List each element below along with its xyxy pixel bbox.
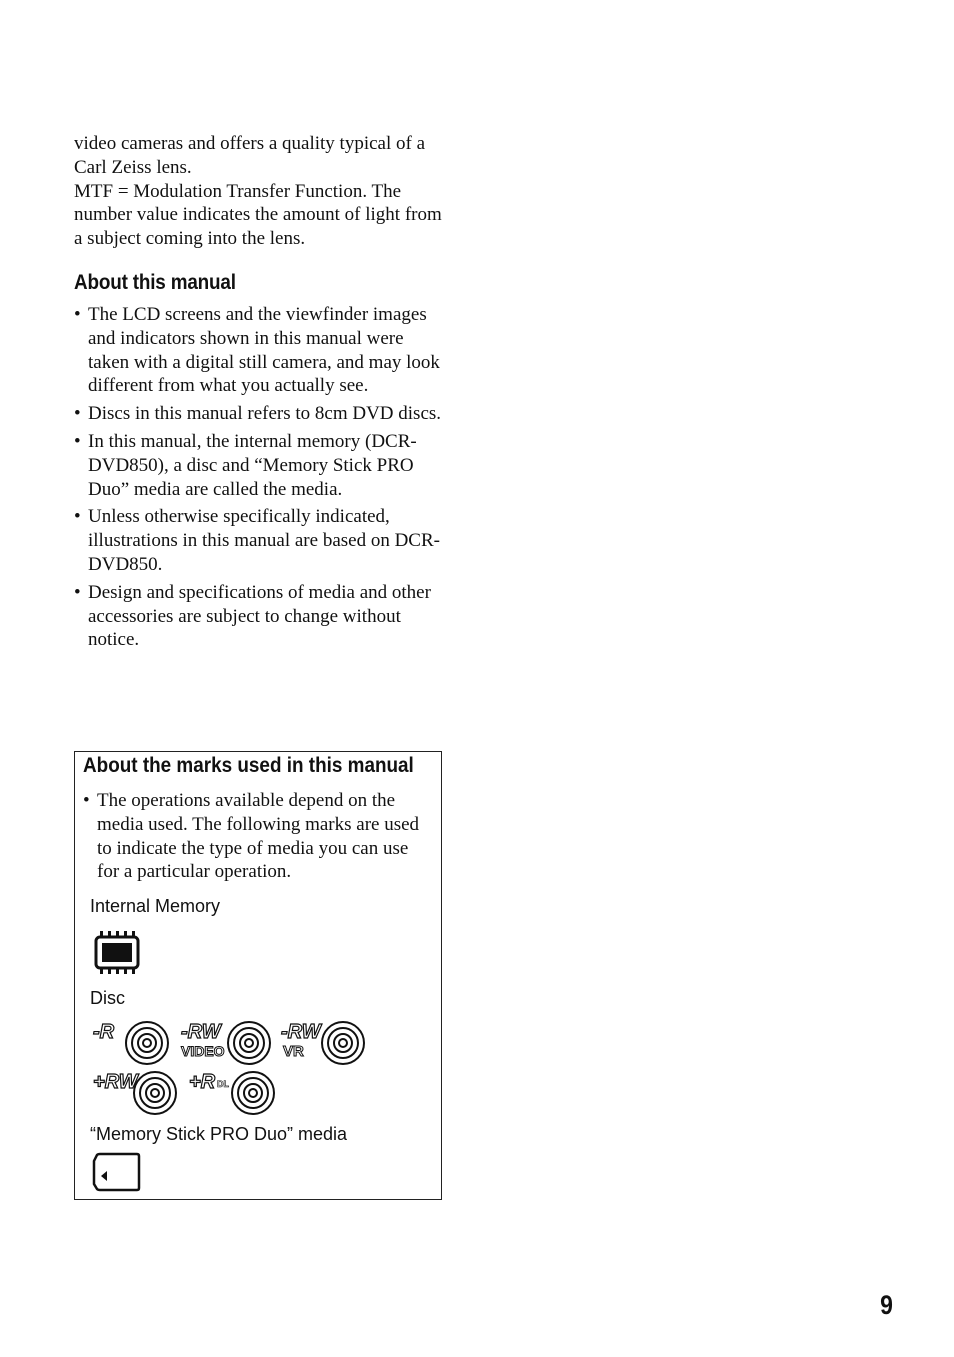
list-item: • Discs in this manual refers to 8cm DVD discs.: [74, 402, 444, 426]
disc-mark-label: -R: [93, 1021, 115, 1043]
intro-text-2: MTF = Modulation Transfer Function. The number value indicates the amount of light from a subject coming into the lens.: [74, 180, 442, 250]
disc-icon: [279, 1018, 369, 1068]
marks-box-bullet: • The operations available depend on the media used. The following marks are used to indicate the type of media you can use for a particular operation.: [83, 789, 433, 884]
disc-label: Disc: [90, 988, 125, 1008]
disc-icon: [91, 1068, 181, 1118]
disc-mark-sublabel: VIDEO: [181, 1043, 225, 1059]
disc-mark-label: +R: [189, 1071, 216, 1093]
page-number: 9: [880, 1290, 893, 1320]
disc-icon: [187, 1068, 279, 1118]
section-heading: About this manual: [74, 270, 236, 294]
disc-mark-label: -RW: [281, 1021, 321, 1043]
list-item: • Unless otherwise specifically indicated, illustrations in this manual are based on DCR-DVD850.: [74, 505, 444, 576]
list-item: • The LCD screens and the viewfinder images and indicators shown in this manual were taken with a digital still camera, and may look different from what you actually see.: [74, 303, 444, 398]
internal-memory-label: Internal Memory: [90, 896, 221, 916]
memory-stick-icon: [91, 1152, 141, 1192]
marks-box-title: About the marks used in this manual: [83, 754, 414, 777]
disc-icon: [179, 1018, 275, 1068]
disc-mark-label: +RW: [93, 1071, 138, 1093]
memory-chip-icon: [93, 929, 141, 977]
disc-icon: [91, 1018, 171, 1068]
disc-mark-sublabel: VR: [283, 1043, 304, 1060]
disc-mark-label: -RW: [181, 1021, 221, 1043]
intro-text-1: video cameras and offers a quality typical of a Carl Zeiss lens.: [74, 133, 426, 178]
marks-box: [74, 751, 442, 1200]
memory-stick-label: “Memory Stick PRO Duo” media: [90, 1124, 348, 1144]
main-column: [74, 132, 444, 656]
disc-mark-sublabel: DL: [217, 1079, 229, 1089]
manual-bullet-list: [74, 303, 444, 652]
list-item: • Design and specifications of media and other accessories are subject to change without notice.: [74, 581, 444, 652]
list-item: • In this manual, the internal memory (DCR-DVD850), a disc and “Memory Stick PRO Duo” media are called the media.: [74, 430, 444, 501]
